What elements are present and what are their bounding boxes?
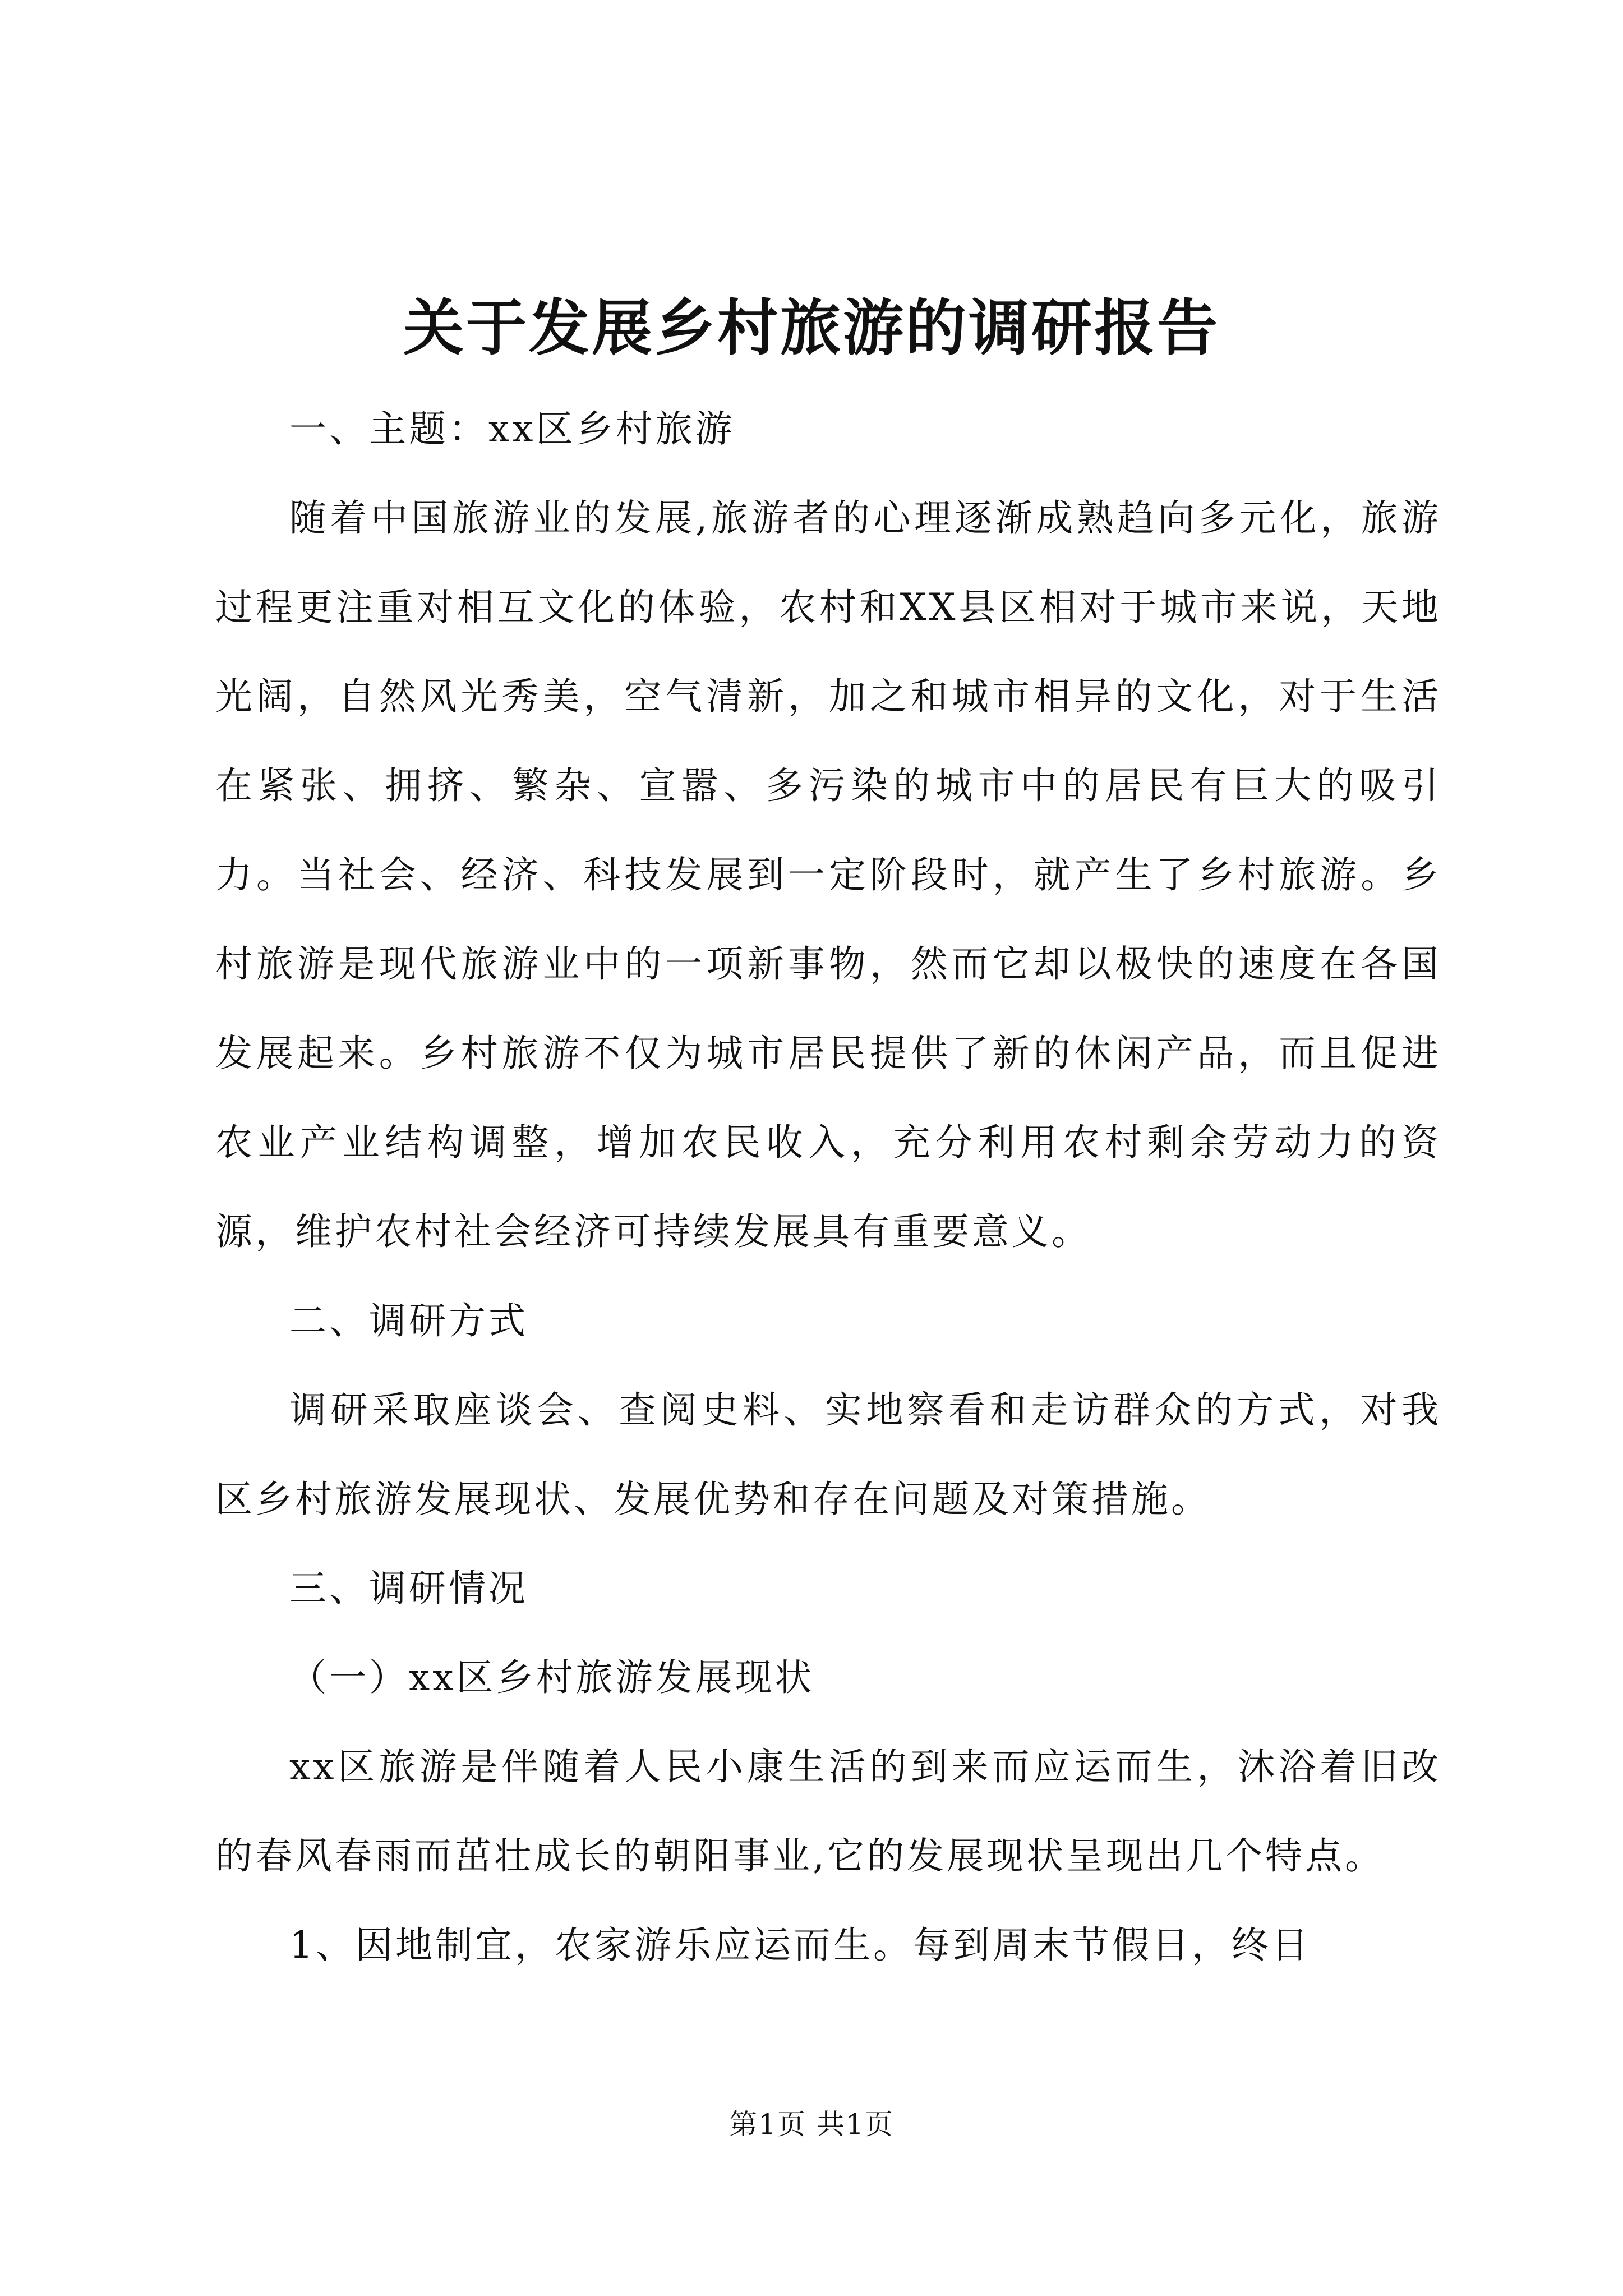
- paragraph-method: 调研采取座谈会、查阅史料、实地察看和走访群众的方式，对我区乡村旅游发展现状、发展优势和存在问题及对策措施。: [215, 1388, 1441, 1521]
- paragraph-introduction: 随着中国旅游业的发展,旅游者的心理逐渐成熟趋向多元化，旅游过程更注重对相互文化的体验，农村和XX县区相对于城市来说，天地光阔，自然风光秀美，空气清新，加之和城市相异的文化，对于生活在紧张、拥挤、繁杂、宣嚣、多污染的城市中的居民有巨大的吸引力。当社会、经济、科技发展到一定阶段时，就产生了乡村旅游。乡村旅游是现代旅游业中的一项新事物，然而它却以极快的速度在各国发展起来。乡村旅游不仅为城市居民提供了新的休闲产品，而且促进农业产业结构调整，增加农民收入，充分利用农村剩余劳动力的资源，维护农村社会经济可持续发展具有重要意义。: [215, 496, 1441, 1253]
- document-body: [215, 384, 1441, 1990]
- page-footer: 第1页 共1页: [729, 2108, 894, 2141]
- section-heading-method: 二、调研方式: [289, 1299, 528, 1342]
- paragraph-status: xx区旅游是伴随着人民小康生活的到来而应运而生，沐浴着旧改的春风春雨而茁壮成长的朝阳事业,它的发展现状呈现出几个特点。: [215, 1745, 1441, 1878]
- subsection-heading-status: （一）xx区乡村旅游发展现状: [289, 1656, 815, 1699]
- document-title: 关于发展乡村旅游的调研报告: [403, 293, 1220, 364]
- section-heading-topic: 一、主题：xx区乡村旅游: [289, 407, 735, 450]
- section-heading-situation: 三、调研情况: [289, 1567, 528, 1610]
- paragraph-point-1: 1、因地制宜，农家游乐应运而生。每到周末节假日，终日: [289, 1924, 1311, 1967]
